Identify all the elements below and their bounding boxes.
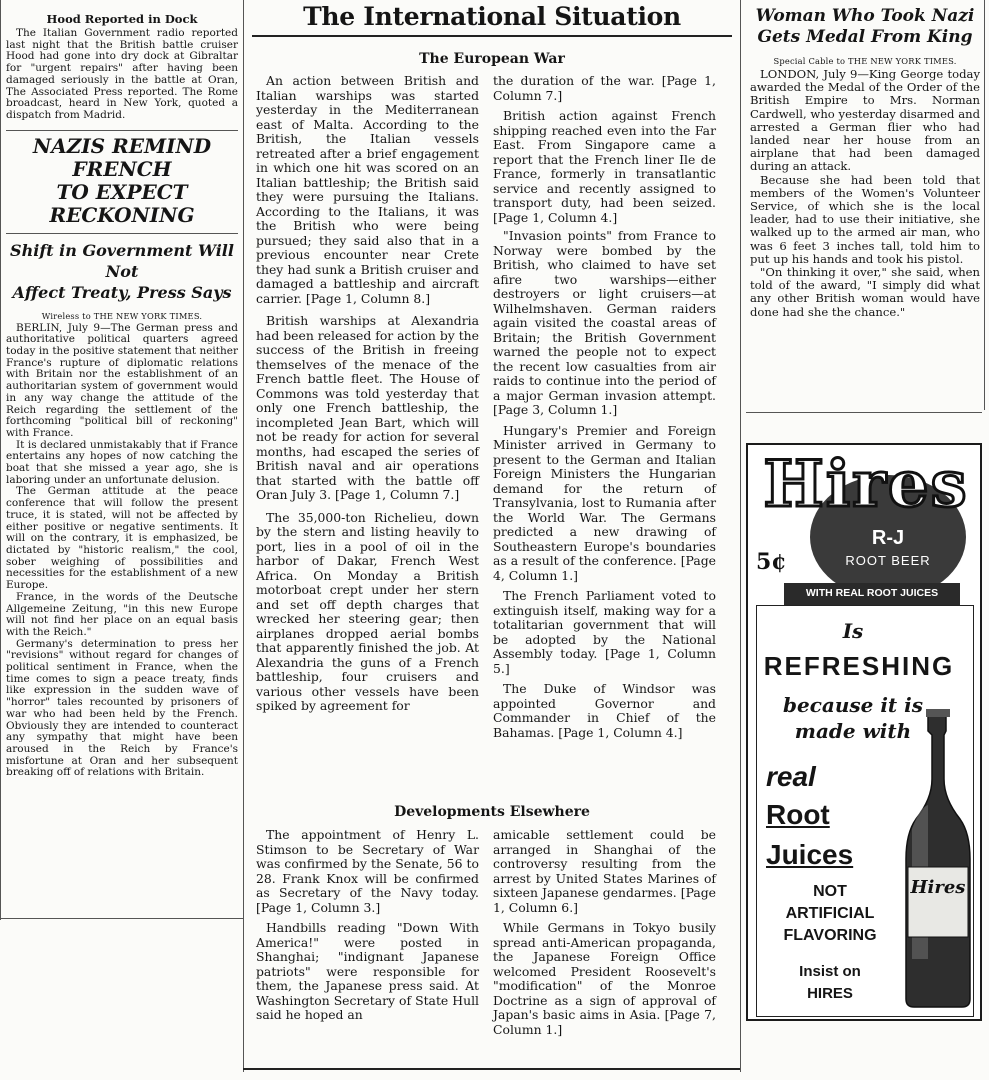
ad-artificial: ARTIFICIAL: [785, 905, 875, 922]
column-rule: [0, 0, 1, 920]
col-a-p1: An action between British and Italian warships was started yesterday in the Mediterranean east of Malta. According to the British, the Italian vessels retreated after a brief engagement in which one hit was scored on an Italian battleship; the British said they were pursuing the Italians. According to the Italians, it was the British who were being pursued; they said also that in a previous encounter near Crete they had sunk a British cruiser and damaged a battleship and aircraft carrier. [Page 1, Column 8.]: [256, 73, 479, 306]
col-a-p3: The 35,000-ton Richelieu, down by the stern and listing heavily to port, lies in a pool of oil in the harbor of Dakar, French West Africa. On Monday a British motorboat crept under her stern and set off depth charges that wrecked her steering gear; then airplanes dropped aerial bombs that apparently finished the job. At Alexandria the guns of a French battleship, four cruisers and various other vessels have been spiked by agreement for: [256, 509, 479, 713]
left-bottom-rule: [0, 918, 243, 919]
ad-root: Root: [766, 799, 830, 830]
nazis-deck-line1: Shift in Government Will Not: [10, 240, 234, 281]
nazis-deck-line2: Affect Treaty, Press Says: [12, 282, 232, 302]
ad-not: NOT: [813, 883, 847, 900]
bottle-label: Hires: [910, 877, 966, 898]
col-b-p2: British action against French shipping reached even into the Far East. From Singapore came a report that the French liner Ile de France, formerly in transatlantic service and recently assigned to transport duty, had been seized. [Page 1, Column 4.]: [493, 108, 716, 225]
right-column: [750, 0, 980, 319]
woman-p3: "On thinking it over," she said, when told of the award, "I simply did what any other British woman would have done had she the chance.": [750, 265, 980, 319]
woman-headline-line2: Gets Medal From King: [757, 27, 973, 47]
right-story-rule: [746, 412, 982, 413]
column-b: [493, 74, 716, 740]
ad-because: because it is: [783, 693, 923, 717]
deck-rule: [6, 233, 238, 234]
european-war-columns: [256, 74, 716, 740]
woman-p1: LONDON, July 9—King George today awarded the Medal of the Order of the British Empire to Mrs. Norman Cardwell, who yesterday disarmed and arrested a German flier who had landed near her house from an airplane that had been damaged during an attack.: [750, 67, 980, 174]
ad-juices: Juices: [766, 839, 854, 870]
nazis-headline-line1: NAZIS REMIND FRENCH: [32, 133, 212, 181]
bottle-icon: [898, 709, 978, 1009]
ad-insist: Insist on: [799, 963, 861, 980]
price: 5¢: [756, 549, 787, 575]
ad-real: real: [766, 761, 816, 792]
nazis-p3: The German attitude at the peace conference that will follow the present truce, it is stated, will not be affected by either positive or negative sentiments. It will on the contrary, it is emphasized, be dictated by "historic realism," the cool, sober weighing of possibilities and necessities for the establishment of a new Europe.: [6, 485, 238, 592]
product-name: ROOT BEER: [845, 553, 931, 568]
wireless-credit: Wireless to THE NEW YORK TIMES.: [41, 310, 203, 321]
nazis-headline-line2: TO EXPECT RECKONING: [49, 179, 195, 227]
col-c-p2: Handbills reading "Down With America!" were posted in Shanghai; "indignant Japanese patriots" were responsible for them, the Japanese press said. At Washington Secretary of State Hull said he hoped an: [256, 920, 479, 1022]
special-cable-credit: Special Cable to THE NEW YORK TIMES.: [773, 56, 957, 66]
column-d: [493, 828, 716, 1037]
col-d-p2: While Germans in Tokyo busily spread anti-American propaganda, the Japanese Foreign Office welcomed President Roosevelt's "modification" of the Monroe Doctrine as a sign of approval of Japan's basic aims in Asia. [Page 7, Column 1.]: [493, 920, 716, 1037]
section-european-war: The European War: [419, 51, 565, 67]
left-column: [6, 0, 238, 779]
col-b-p1: the duration of the war. [Page 1, Column 7.]: [493, 73, 716, 103]
bottom-rule: [243, 1068, 740, 1070]
col-c-p1: The appointment of Henry L. Stimson to be Secretary of War was confirmed by the Senate, 56 to 28. Frank Knox will be confirmed as Secretary of the Navy today. [Page 1, Column 3.]: [256, 827, 479, 915]
nazis-p1: BERLIN, July 9—The German press and authoritative political quarters agreed today in the positive statement that neither France's rupture of diplomatic relations with Britain nor the establishment of an authoritarian system of government would in any way change the attitude of the Reich regarding the settlement of the forthcoming "political bill of reckoning" with France.: [6, 321, 238, 439]
ad-flavoring: FLAVORING: [783, 927, 877, 944]
col-a-p2: British warships at Alexandria had been released for action by the success of the British in freeing themselves of the menace of the French battle fleet. The House of Commons was told yesterday that only one French battleship, the incompleted Jean Bart, which will not be ready for action for several months, had escaped the series of British naval and air operations that started with the battle off Oran July 3. [Page 1, Column 7.]: [256, 313, 479, 502]
brand-logo: Hires: [763, 447, 969, 522]
ad-refreshing: REFRESHING: [763, 651, 955, 681]
nazis-p4: France, in the words of the Deutsche Allgemeine Zeitung, "in this new Europe will not find her place on an equal basis with the Reich.": [6, 590, 238, 638]
column-rule: [243, 0, 244, 1072]
column-rule: [740, 0, 741, 1072]
woman-headline-line1: Woman Who Took Nazi: [755, 6, 975, 26]
col-b-p5: The French Parliament voted to extinguish itself, making way for a totalitarian government that will be adopted by the National Assembly today. [Page 1, Column 5.]: [493, 588, 716, 676]
col-d-p1: amicable settlement could be arranged in Shanghai of the controversy resulting from the arrest by United States Marines of sixteen Japanese gendarmes. [Page 1, Column 6.]: [493, 827, 716, 915]
ad-hires: HIRES: [807, 985, 853, 1002]
nazis-p2: It is declared unmistakably that if France entertains any hopes of now catching the boat that she missed a year ago, she is laboring under an unfortunate delusion.: [6, 438, 238, 486]
story-rule: [6, 130, 238, 131]
title-rule: [252, 35, 732, 37]
section-developments: Developments Elsewhere: [394, 804, 590, 820]
ad-made-with: made with: [794, 719, 912, 743]
col-b-p4: Hungary's Premier and Foreign Minister arrived in Germany to present to the German and Italian Foreign Ministers the Hungarian demand for the return of Transylvania, lost to Rumania after the World War. The Germans predicted a new drawing of Southeastern Europe's boundaries as a result of the conference. [Page 4, Column 1.]: [493, 422, 716, 583]
page-title: The International Situation: [303, 2, 681, 31]
developments-columns: [256, 828, 716, 1037]
col-b-p6: The Duke of Windsor was appointed Governor and Commander in Chief of the Bahamas. [Page 1, Column 4.]: [493, 681, 716, 740]
column-rule: [984, 0, 985, 410]
real-root-juices-banner: WITH REAL ROOT JUICES: [805, 587, 939, 599]
hood-headline: Hood Reported in Dock: [46, 12, 198, 26]
ad-is: Is: [842, 619, 864, 643]
woman-p2: Because she had been told that members of the Women's Volunteer Service, of which she is the local leader, had to use their initiative, she walked up to the armed air man, who was 6 feet 3 inches tall, told him to put up his hands and took his pistol.: [750, 172, 980, 266]
hires-advertisement: [746, 443, 982, 1021]
column-c: [256, 828, 479, 1037]
center-section: [252, 0, 732, 75]
hood-body: The Italian Government radio reported last night that the British battle cruiser Hood had gone into dry dock at Gibraltar for "urgent repairs" after having been damaged seriously in the battle at Oran, The Associated Press reported. The Rome broadcast, heard in New York, quoted a dispatch from Madrid.: [6, 27, 238, 121]
col-b-p3: "Invasion points" from France to Norway were bombed by the British, who claimed to have set afire two warships—either destroyers or light cruisers—at Wilhelmshaven. German raiders again visited the coastal areas of Britain; the British Government warned the people not to expect the recent low casualties from air raids to continue into the period of a major German invasion attempt. [Page 3, Column 1.]: [493, 228, 716, 417]
badge-initials: R-J: [871, 527, 905, 549]
nazis-p5: Germany's determination to press her "revisions" without regard for changes of political sentiment in France, when the time comes to sign a peace treaty, finds like expression in the sudden wave of "horror" tales recounted by prisoners of war who had been held by the French. Obviously they are intended to counteract any sympathy that might have been aroused in the Reich by France's misfortune at Oran and her subsequent breaking off of relations with Britain.: [6, 637, 238, 779]
column-a: [256, 74, 479, 740]
